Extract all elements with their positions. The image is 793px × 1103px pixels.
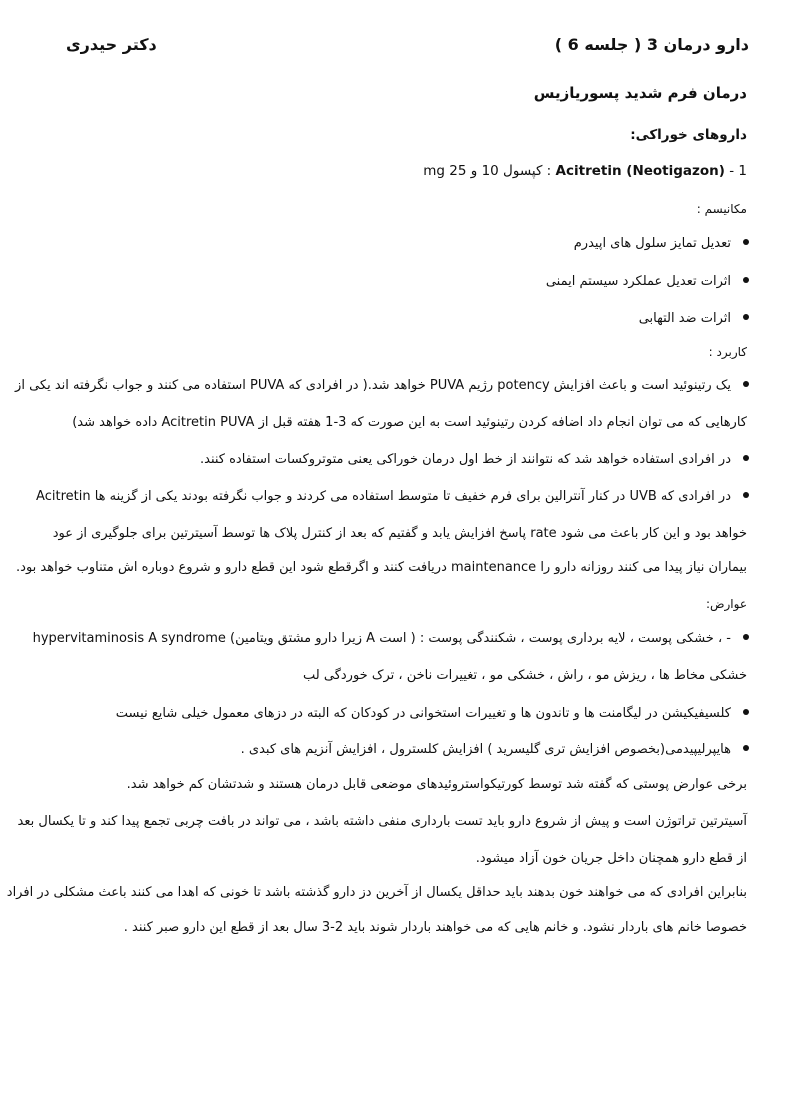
author-name: دکتر حیدری [66, 35, 157, 54]
usage-item-continuation: بیماران نیاز پیدا می کنند روزانه دارو را maintenance دریافت کنند و اگرقطع شود این قطع دارو و شروع دوباره اش متناوب خواهد بود. [16, 560, 747, 575]
bullet-icon [743, 709, 749, 715]
paragraph: از قطع دارو همچنان داخل جریان خون آزاد میشود. [475, 851, 747, 866]
bullet-icon [743, 277, 749, 283]
drug-number: 1 - [729, 163, 747, 179]
usage-item-continuation: کارهایی که می توان انجام داد اضافه کردن رتینوئید است به این صورت که 3-1 هفته قبل از Acitretin PUVA داده خواهد شد) [72, 415, 747, 430]
paragraph: خصوصا خانم های باردار نشود. و خانم هایی که می خواهند باردار شوند باید 2-3 سال بعد از قطع این دارو صبر کنند . [123, 920, 747, 935]
mechanism-item: تعدیل تمایز سلول های اپیدرم [574, 232, 749, 255]
drug-name: Acitretin (Neotigazon) [555, 163, 725, 179]
drug-line [423, 163, 747, 179]
mechanism-item: اثرات تعدیل عملکرد سیستم ایمنی [546, 270, 749, 293]
bullet-icon [743, 745, 749, 751]
bullet-icon [743, 455, 749, 461]
oral-drugs-heading: داروهای خوراکی: [630, 127, 747, 143]
usage-item: در افرادی که UVB در کنار آنترالین برای فرم خفیف تا متوسط استفاده می کردند و جواب نگرفته بودند یکی از گزینه ها Acitretin [36, 485, 749, 508]
paragraph: بنابراین افرادی که می خواهند خون بدهند باید حداقل یکسال از آخرین دز دارو گذشته باشد تا خونی که اهدا می کنند باعث مشکلی در افراد [6, 885, 747, 900]
mechanism-label: مکانیسم : [696, 202, 747, 216]
side-effect-item: hypervitaminosis A syndrome (زیرا دارو مشتق ویتامین A است ) : خشکی پوست ، لایه برداری پوست ، شکنندگی پوست ، - [33, 627, 749, 650]
usage-item: یک رتینوئید است و باعث افزایش potency رژیم PUVA خواهد شد.( در افرادی که PUVA استفاده می کنند و جواب نگرفته اند یکی از [15, 374, 749, 397]
side-effect-item: هایپرلیپیدمی(بخصوص افزایش تری گلیسرید ) افزایش کلسترول ، افزایش آنزیم های کبدی . [241, 738, 749, 761]
side-effects-label: عوارض: [705, 597, 747, 611]
bullet-icon [743, 239, 749, 245]
usage-item-continuation: خواهد بود و این کار باعث می شود rate پاسخ افزایش یابد و گفتیم که بعد از کنترل پلاک ها توسط آسیترتین برای جلوگیری از عود [52, 526, 747, 541]
drug-dosage: : کپسول 10 و 25 mg [423, 163, 552, 179]
bullet-icon [743, 381, 749, 387]
bullet-icon [743, 634, 749, 640]
usage-label: کاربرد : [708, 345, 747, 359]
paragraph: برخی عوارض پوستی که گفته شد توسط کورتیکواستروئیدهای موضعی قابل درمان هستند و شدتشان کم خواهد شد. [126, 777, 747, 792]
bullet-icon [743, 492, 749, 498]
paragraph: آسیترتین تراتوژن است و پیش از شروع دارو باید تست بارداری منفی داشته باشد ، می تواند در بافت چربی تجمع پیدا کند و تا یکسال بعد [17, 814, 747, 829]
side-effect-continuation: خشکی مخاط ها ، ریزش مو ، راش ، خشکی مو ، تغییرات ناخن ، ترک خوردگی لب [303, 668, 747, 683]
usage-item: در افرادی استفاده خواهد شد که نتوانند از خط اول درمان خوراکی یعنی متوتروکسات استفاده کنند. [200, 448, 749, 471]
bullet-icon [743, 314, 749, 320]
mechanism-item: اثرات ضد التهابی [639, 307, 749, 330]
document-title: دارو درمان 3 ( جلسه 6 ) [554, 35, 749, 54]
section-title: درمان فرم شدید پسوریازیس [533, 84, 747, 102]
side-effect-item: کلسیفیکیشن در لیگامنت ها و تاندون ها و تغییرات استخوانی در کودکان که البته در دزهای معمول خیلی شایع نیست [116, 702, 749, 725]
